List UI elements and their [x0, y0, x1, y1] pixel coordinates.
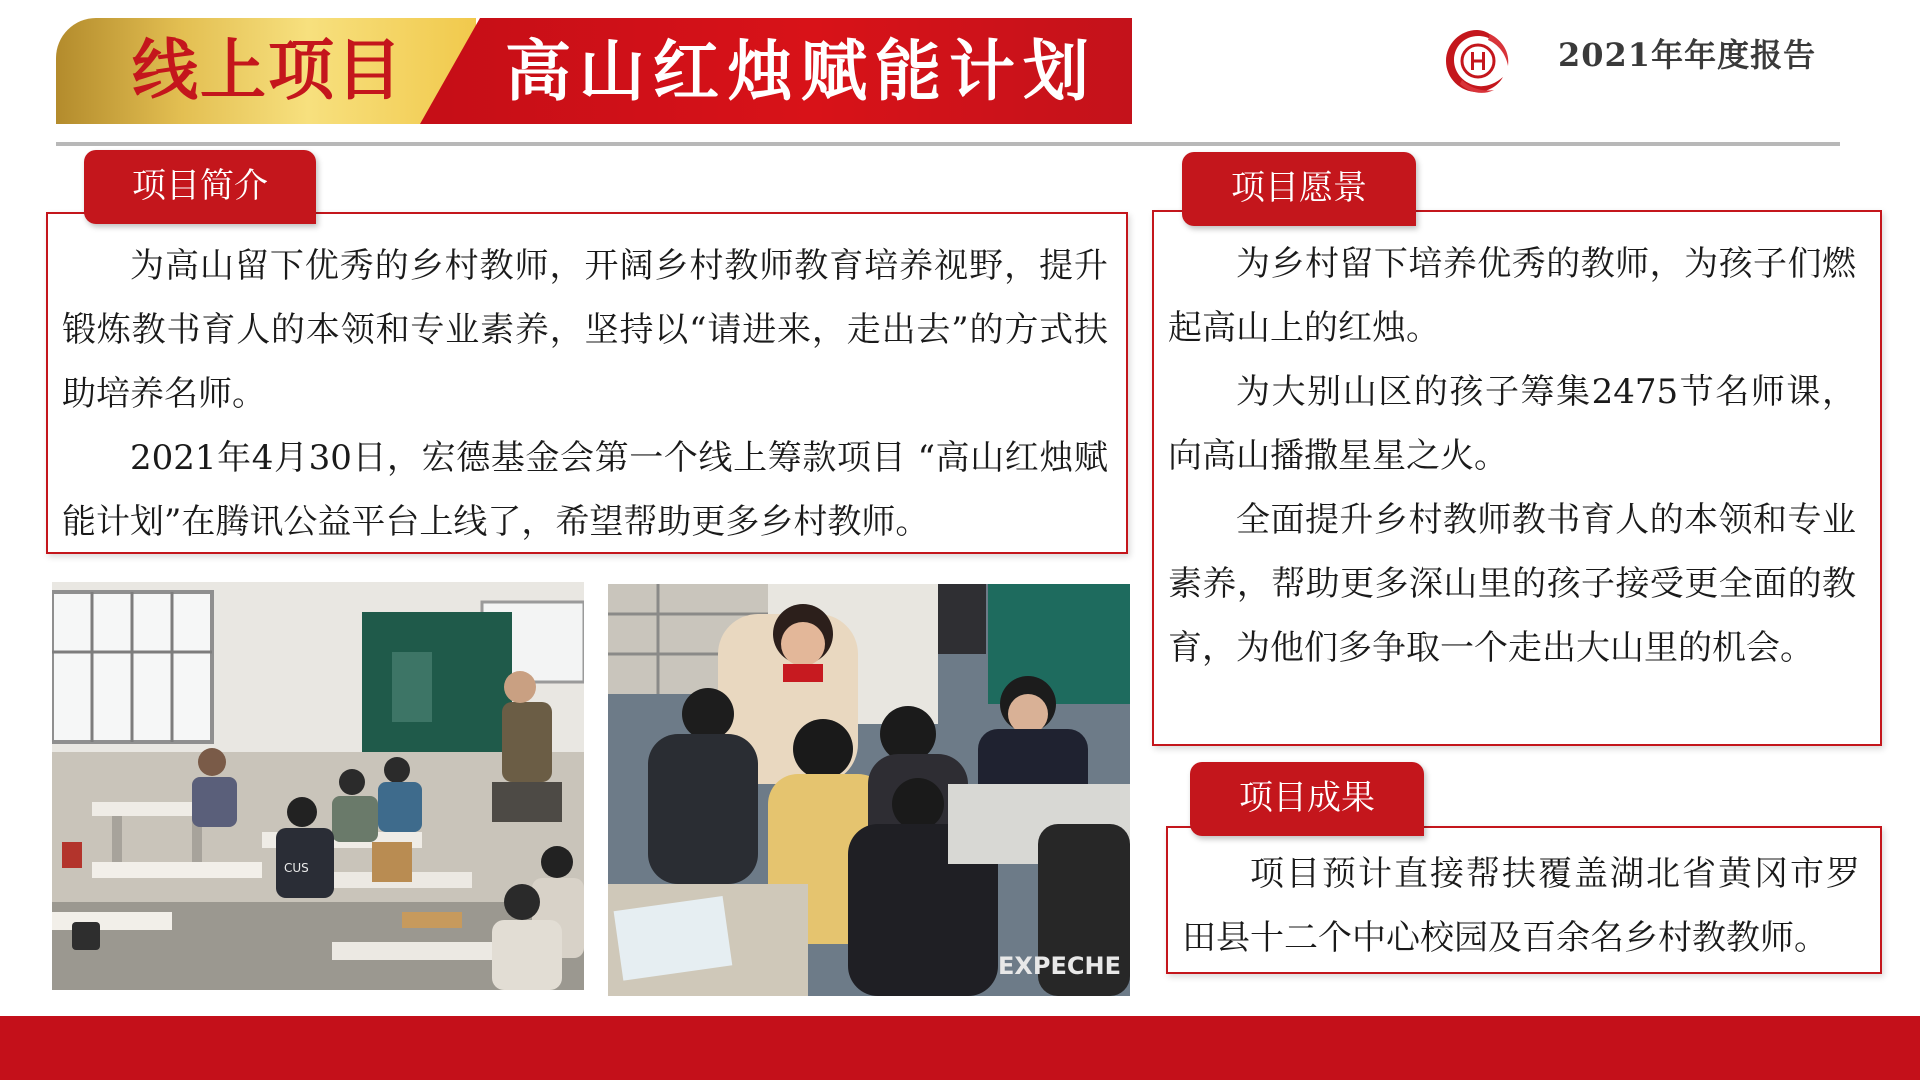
- results-box: [1166, 826, 1882, 974]
- header-divider: [56, 142, 1840, 146]
- annual-report-title: 2021年年度报告: [1558, 36, 1817, 74]
- results-tag: 项目成果: [1190, 762, 1424, 836]
- classroom-photo-right: [608, 584, 1130, 996]
- vision-paragraph-3: 全面提升乡村教师教书育人的本领和专业素养，帮助更多深山里的孩子接受更全面的教育，为他们多争取一个走出大山里的机会。: [1168, 500, 1856, 668]
- section-category-title: 线上项目: [132, 32, 404, 109]
- project-title: 高山红烛赋能计划: [505, 32, 1097, 110]
- jacket-print-left: CUS: [284, 861, 309, 875]
- intro-paragraph-2: 2021年4月30日，宏德基金会第一个线上筹款项目 “高山红烛赋能计划”在腾讯公益平台上线了，希望帮助更多乡村教师。: [62, 438, 1108, 542]
- vision-paragraph-2: 为大别山区的孩子筹集2475节名师课，向高山播撒星星之火。: [1168, 372, 1856, 476]
- hongde-foundation-logo-icon: [1440, 24, 1514, 98]
- results-paragraph-1: 项目预计直接帮扶覆盖湖北省黄冈市罗田县十二个中心校园及百余名乡村教教师。: [1182, 854, 1860, 958]
- intro-box: [46, 212, 1128, 554]
- vision-paragraph-1: 为乡村留下培养优秀的教师，为孩子们燃起高山上的红烛。: [1168, 244, 1856, 348]
- intro-tag: 项目简介: [84, 150, 316, 224]
- jacket-print-right: EXPECHE: [998, 952, 1121, 980]
- intro-paragraph-1: 为高山留下优秀的乡村教师，开阔乡村教师教育培养视野，提升锻炼教书育人的本领和专业素养，坚持以“请进来，走出去”的方式扶助培养名师。: [62, 246, 1108, 414]
- classroom-photo-left: [52, 582, 584, 990]
- footer-bar: [0, 1016, 1920, 1080]
- vision-tag: 项目愿景: [1182, 152, 1416, 226]
- vision-box: [1152, 210, 1882, 746]
